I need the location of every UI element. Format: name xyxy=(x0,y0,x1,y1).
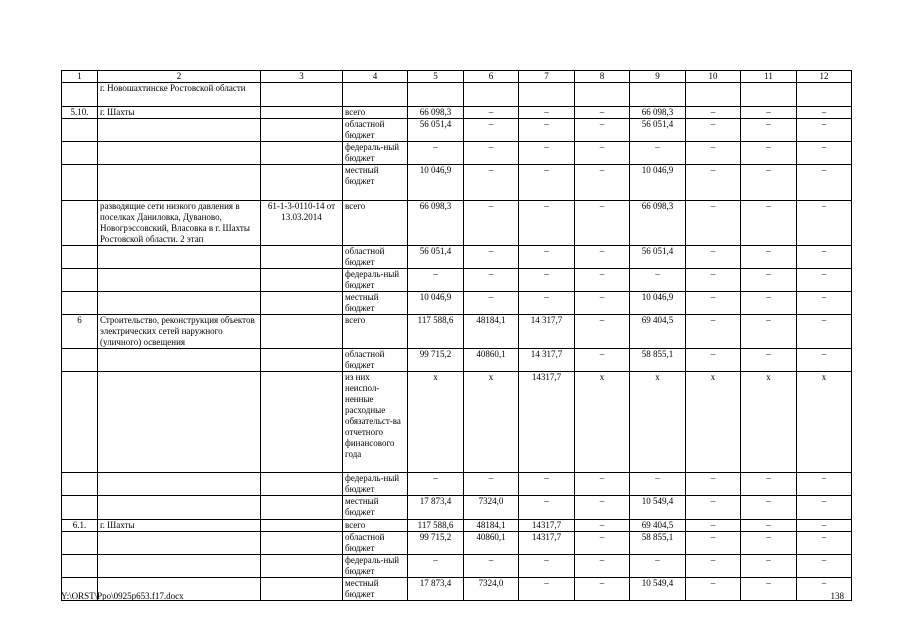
document-ref-cell xyxy=(261,473,343,496)
value-cell: 10 046,9 xyxy=(630,165,686,201)
value-cell: – xyxy=(741,473,797,496)
value-cell: – xyxy=(741,165,797,201)
value-cell: – xyxy=(575,107,630,119)
value-cell: – xyxy=(519,201,575,246)
row-number-cell xyxy=(62,83,98,107)
value-cell: – xyxy=(464,292,519,315)
row-number-cell: 6.1. xyxy=(62,520,98,532)
table-row xyxy=(62,165,852,201)
page-number: 138 xyxy=(830,591,844,601)
value-cell: – xyxy=(408,555,464,578)
value-cell: – xyxy=(741,201,797,246)
value-cell: – xyxy=(797,496,852,520)
funding-source-cell: всего xyxy=(343,520,408,532)
header-cell: 7 xyxy=(519,71,575,83)
value-cell: – xyxy=(575,315,630,349)
header-cell: 4 xyxy=(343,71,408,83)
value-cell: – xyxy=(575,496,630,520)
value-cell: 10 046,9 xyxy=(630,292,686,315)
value-cell: – xyxy=(575,520,630,532)
header-cell: 9 xyxy=(630,71,686,83)
value-cell xyxy=(408,83,464,107)
value-cell: – xyxy=(686,315,741,349)
table-row xyxy=(62,349,852,372)
table-row xyxy=(62,201,852,246)
value-cell: 69 404,5 xyxy=(630,520,686,532)
value-cell: 10 046,9 xyxy=(408,292,464,315)
file-path: Y:\ORST\Ppo\0925p653.f17.docx xyxy=(61,591,184,601)
value-cell: – xyxy=(575,555,630,578)
value-cell: – xyxy=(575,165,630,201)
value-cell: 10 046,9 xyxy=(408,165,464,201)
value-cell: – xyxy=(797,532,852,555)
value-cell: – xyxy=(519,473,575,496)
value-cell: 17 873,4 xyxy=(408,578,464,601)
value-cell: – xyxy=(797,555,852,578)
value-cell: – xyxy=(797,107,852,119)
value-cell: х xyxy=(575,372,630,473)
value-cell: 58 855,1 xyxy=(630,532,686,555)
value-cell: 99 715,2 xyxy=(408,349,464,372)
funding-source-cell: всего xyxy=(343,107,408,119)
value-cell: – xyxy=(686,107,741,119)
value-cell: – xyxy=(686,292,741,315)
value-cell: – xyxy=(519,119,575,142)
funding-source-cell: областной бюджет xyxy=(343,349,408,372)
table-row xyxy=(62,532,852,555)
value-cell: – xyxy=(519,292,575,315)
value-cell: – xyxy=(741,142,797,165)
value-cell: х xyxy=(408,372,464,473)
funding-source-cell: местный бюджет xyxy=(343,496,408,520)
value-cell: – xyxy=(464,165,519,201)
value-cell: – xyxy=(408,142,464,165)
row-number-cell xyxy=(62,246,98,269)
value-cell: – xyxy=(741,578,797,601)
value-cell: – xyxy=(686,201,741,246)
document-ref-cell xyxy=(261,269,343,292)
value-cell: х xyxy=(464,372,519,473)
document-ref-cell xyxy=(261,292,343,315)
value-cell: х xyxy=(741,372,797,473)
value-cell: – xyxy=(408,473,464,496)
value-cell: – xyxy=(797,246,852,269)
row-number-cell xyxy=(62,532,98,555)
value-cell: – xyxy=(686,496,741,520)
value-cell: – xyxy=(575,142,630,165)
value-cell: – xyxy=(464,142,519,165)
row-number-cell xyxy=(62,372,98,473)
table-row xyxy=(62,246,852,269)
row-number-cell xyxy=(62,496,98,520)
value-cell: 66 098,3 xyxy=(408,201,464,246)
document-ref-cell xyxy=(261,142,343,165)
table-header-row xyxy=(62,71,852,83)
object-name-cell: г. Шахты xyxy=(98,520,261,532)
value-cell xyxy=(464,83,519,107)
table-row xyxy=(62,107,852,119)
value-cell: х xyxy=(630,372,686,473)
value-cell: – xyxy=(519,165,575,201)
value-cell: – xyxy=(797,473,852,496)
value-cell: – xyxy=(630,555,686,578)
object-name-cell xyxy=(98,372,261,473)
value-cell: – xyxy=(741,292,797,315)
value-cell: – xyxy=(686,349,741,372)
document-ref-cell xyxy=(261,578,343,601)
value-cell: – xyxy=(741,119,797,142)
table-row xyxy=(62,292,852,315)
funding-source-cell: местный бюджет xyxy=(343,578,408,601)
table-row xyxy=(62,555,852,578)
value-cell: – xyxy=(741,532,797,555)
value-cell: – xyxy=(686,520,741,532)
document-ref-cell xyxy=(261,165,343,201)
table-row xyxy=(62,473,852,496)
value-cell xyxy=(741,83,797,107)
value-cell: – xyxy=(464,107,519,119)
value-cell: 56 051,4 xyxy=(630,119,686,142)
row-number-cell: 6 xyxy=(62,315,98,349)
header-cell: 6 xyxy=(464,71,519,83)
value-cell xyxy=(575,83,630,107)
funding-source-cell: местный бюджет xyxy=(343,165,408,201)
funding-source-cell: федераль-ный бюджет xyxy=(343,142,408,165)
header-cell: 8 xyxy=(575,71,630,83)
value-cell: – xyxy=(575,473,630,496)
value-cell: 56 051,4 xyxy=(408,119,464,142)
value-cell: – xyxy=(519,142,575,165)
value-cell: – xyxy=(464,119,519,142)
value-cell: – xyxy=(797,578,852,601)
value-cell: 48184,1 xyxy=(464,520,519,532)
object-name-cell xyxy=(98,269,261,292)
value-cell: – xyxy=(741,349,797,372)
value-cell: – xyxy=(741,315,797,349)
value-cell: – xyxy=(575,578,630,601)
document-ref-cell xyxy=(261,520,343,532)
value-cell: х xyxy=(686,372,741,473)
row-number-cell xyxy=(62,269,98,292)
value-cell xyxy=(519,83,575,107)
value-cell: – xyxy=(686,555,741,578)
value-cell: – xyxy=(741,555,797,578)
value-cell: 58 855,1 xyxy=(630,349,686,372)
object-name-cell xyxy=(98,473,261,496)
object-name-cell xyxy=(98,292,261,315)
header-cell: 10 xyxy=(686,71,741,83)
value-cell: – xyxy=(519,496,575,520)
header-cell: 2 xyxy=(98,71,261,83)
table-row xyxy=(62,142,852,165)
value-cell: – xyxy=(797,269,852,292)
value-cell: 117 588,6 xyxy=(408,520,464,532)
value-cell xyxy=(797,83,852,107)
value-cell: – xyxy=(797,201,852,246)
value-cell xyxy=(630,83,686,107)
value-cell: – xyxy=(464,201,519,246)
object-name-cell xyxy=(98,165,261,201)
value-cell xyxy=(686,83,741,107)
table-row xyxy=(62,119,852,142)
row-number-cell xyxy=(62,555,98,578)
value-cell: 14317,7 xyxy=(519,372,575,473)
table-row xyxy=(62,520,852,532)
object-name-cell: г. Шахты xyxy=(98,107,261,119)
value-cell: – xyxy=(741,107,797,119)
funding-source-cell: федераль-ный бюджет xyxy=(343,269,408,292)
value-cell: 66 098,3 xyxy=(408,107,464,119)
document-ref-cell xyxy=(261,555,343,578)
row-number-cell xyxy=(62,473,98,496)
value-cell: – xyxy=(686,142,741,165)
value-cell: – xyxy=(686,246,741,269)
value-cell: 10 549,4 xyxy=(630,496,686,520)
value-cell: – xyxy=(797,165,852,201)
row-number-cell xyxy=(62,201,98,246)
value-cell: – xyxy=(464,246,519,269)
object-name-cell xyxy=(98,142,261,165)
document-ref-cell xyxy=(261,372,343,473)
document-ref-cell xyxy=(261,83,343,107)
object-name-cell: г. Новошахтинске Ростовской области xyxy=(98,83,261,107)
value-cell: – xyxy=(464,473,519,496)
value-cell: – xyxy=(630,473,686,496)
table-row xyxy=(62,372,852,473)
value-cell: 56 051,4 xyxy=(630,246,686,269)
value-cell: – xyxy=(575,349,630,372)
table-body xyxy=(62,83,852,601)
row-number-cell xyxy=(62,142,98,165)
value-cell: 66 098,3 xyxy=(630,107,686,119)
value-cell: – xyxy=(630,269,686,292)
value-cell: 17 873,4 xyxy=(408,496,464,520)
funding-source-cell: федераль-ный бюджет xyxy=(343,473,408,496)
value-cell: – xyxy=(686,473,741,496)
row-number-cell: 5.10. xyxy=(62,107,98,119)
object-name-cell: разводящие сети низкого давления в поселках Даниловка, Дуваново, Новогрэссовский, Власовка в г. Шахты Ростовской области. 2 этап xyxy=(98,201,261,246)
value-cell: 69 404,5 xyxy=(630,315,686,349)
table-row xyxy=(62,315,852,349)
header-cell: 5 xyxy=(408,71,464,83)
value-cell: – xyxy=(686,119,741,142)
document-ref-cell xyxy=(261,246,343,269)
value-cell: 66 098,3 xyxy=(630,201,686,246)
value-cell: – xyxy=(408,269,464,292)
value-cell: 7324,0 xyxy=(464,578,519,601)
funding-source-cell: областной бюджет xyxy=(343,246,408,269)
header-cell: 3 xyxy=(261,71,343,83)
value-cell: – xyxy=(741,246,797,269)
value-cell: 7324,0 xyxy=(464,496,519,520)
object-name-cell xyxy=(98,555,261,578)
value-cell: – xyxy=(575,532,630,555)
document-ref-cell xyxy=(261,496,343,520)
funding-source-cell: федераль-ный бюджет xyxy=(343,555,408,578)
value-cell: – xyxy=(519,555,575,578)
value-cell: – xyxy=(464,269,519,292)
value-cell: 56 051,4 xyxy=(408,246,464,269)
value-cell: – xyxy=(575,119,630,142)
value-cell: – xyxy=(575,201,630,246)
table-row xyxy=(62,269,852,292)
value-cell: – xyxy=(797,349,852,372)
value-cell: х xyxy=(797,372,852,473)
value-cell: – xyxy=(686,532,741,555)
row-number-cell xyxy=(62,165,98,201)
document-ref-cell: 61-1-3-0110-14 от 13.03.2014 xyxy=(261,201,343,246)
value-cell: 10 549,4 xyxy=(630,578,686,601)
value-cell: 14 317,7 xyxy=(519,349,575,372)
value-cell: – xyxy=(686,165,741,201)
value-cell: – xyxy=(797,142,852,165)
document-ref-cell xyxy=(261,119,343,142)
value-cell: – xyxy=(797,119,852,142)
object-name-cell xyxy=(98,349,261,372)
value-cell: 48184,1 xyxy=(464,315,519,349)
value-cell: – xyxy=(741,269,797,292)
value-cell: 40860,1 xyxy=(464,532,519,555)
value-cell: – xyxy=(686,578,741,601)
document-ref-cell xyxy=(261,349,343,372)
value-cell: – xyxy=(797,292,852,315)
value-cell: 117 588,6 xyxy=(408,315,464,349)
header-cell: 1 xyxy=(62,71,98,83)
value-cell: – xyxy=(519,246,575,269)
value-cell: – xyxy=(519,578,575,601)
funding-source-cell: всего xyxy=(343,315,408,349)
value-cell: – xyxy=(575,246,630,269)
value-cell: – xyxy=(797,520,852,532)
value-cell: 40860,1 xyxy=(464,349,519,372)
row-number-cell xyxy=(62,292,98,315)
funding-source-cell xyxy=(343,83,408,107)
table-row xyxy=(62,83,852,107)
budget-table xyxy=(61,70,852,601)
header-cell: 11 xyxy=(741,71,797,83)
table-row xyxy=(62,496,852,520)
value-cell: – xyxy=(741,496,797,520)
value-cell: 14 317,7 xyxy=(519,315,575,349)
document-ref-cell xyxy=(261,315,343,349)
header-cell: 12 xyxy=(797,71,852,83)
value-cell: – xyxy=(686,269,741,292)
funding-source-cell: из них неиспол-ненные расходные обязательст-ва отчетного финансового года xyxy=(343,372,408,473)
value-cell: – xyxy=(741,520,797,532)
value-cell: – xyxy=(575,292,630,315)
value-cell: – xyxy=(575,269,630,292)
funding-source-cell: областной бюджет xyxy=(343,532,408,555)
object-name-cell xyxy=(98,496,261,520)
document-ref-cell xyxy=(261,107,343,119)
value-cell: – xyxy=(519,107,575,119)
value-cell: 14317,7 xyxy=(519,520,575,532)
value-cell: 99 715,2 xyxy=(408,532,464,555)
value-cell: – xyxy=(630,142,686,165)
object-name-cell: Строительство, реконструкция объектов электрических сетей наружного (уличного) освещения xyxy=(98,315,261,349)
funding-source-cell: всего xyxy=(343,201,408,246)
funding-source-cell: местный бюджет xyxy=(343,292,408,315)
value-cell: 14317,7 xyxy=(519,532,575,555)
value-cell: – xyxy=(519,269,575,292)
row-number-cell xyxy=(62,349,98,372)
object-name-cell xyxy=(98,532,261,555)
row-number-cell xyxy=(62,119,98,142)
value-cell: – xyxy=(464,555,519,578)
object-name-cell xyxy=(98,119,261,142)
funding-source-cell: областной бюджет xyxy=(343,119,408,142)
document-ref-cell xyxy=(261,532,343,555)
object-name-cell xyxy=(98,246,261,269)
value-cell: – xyxy=(797,315,852,349)
